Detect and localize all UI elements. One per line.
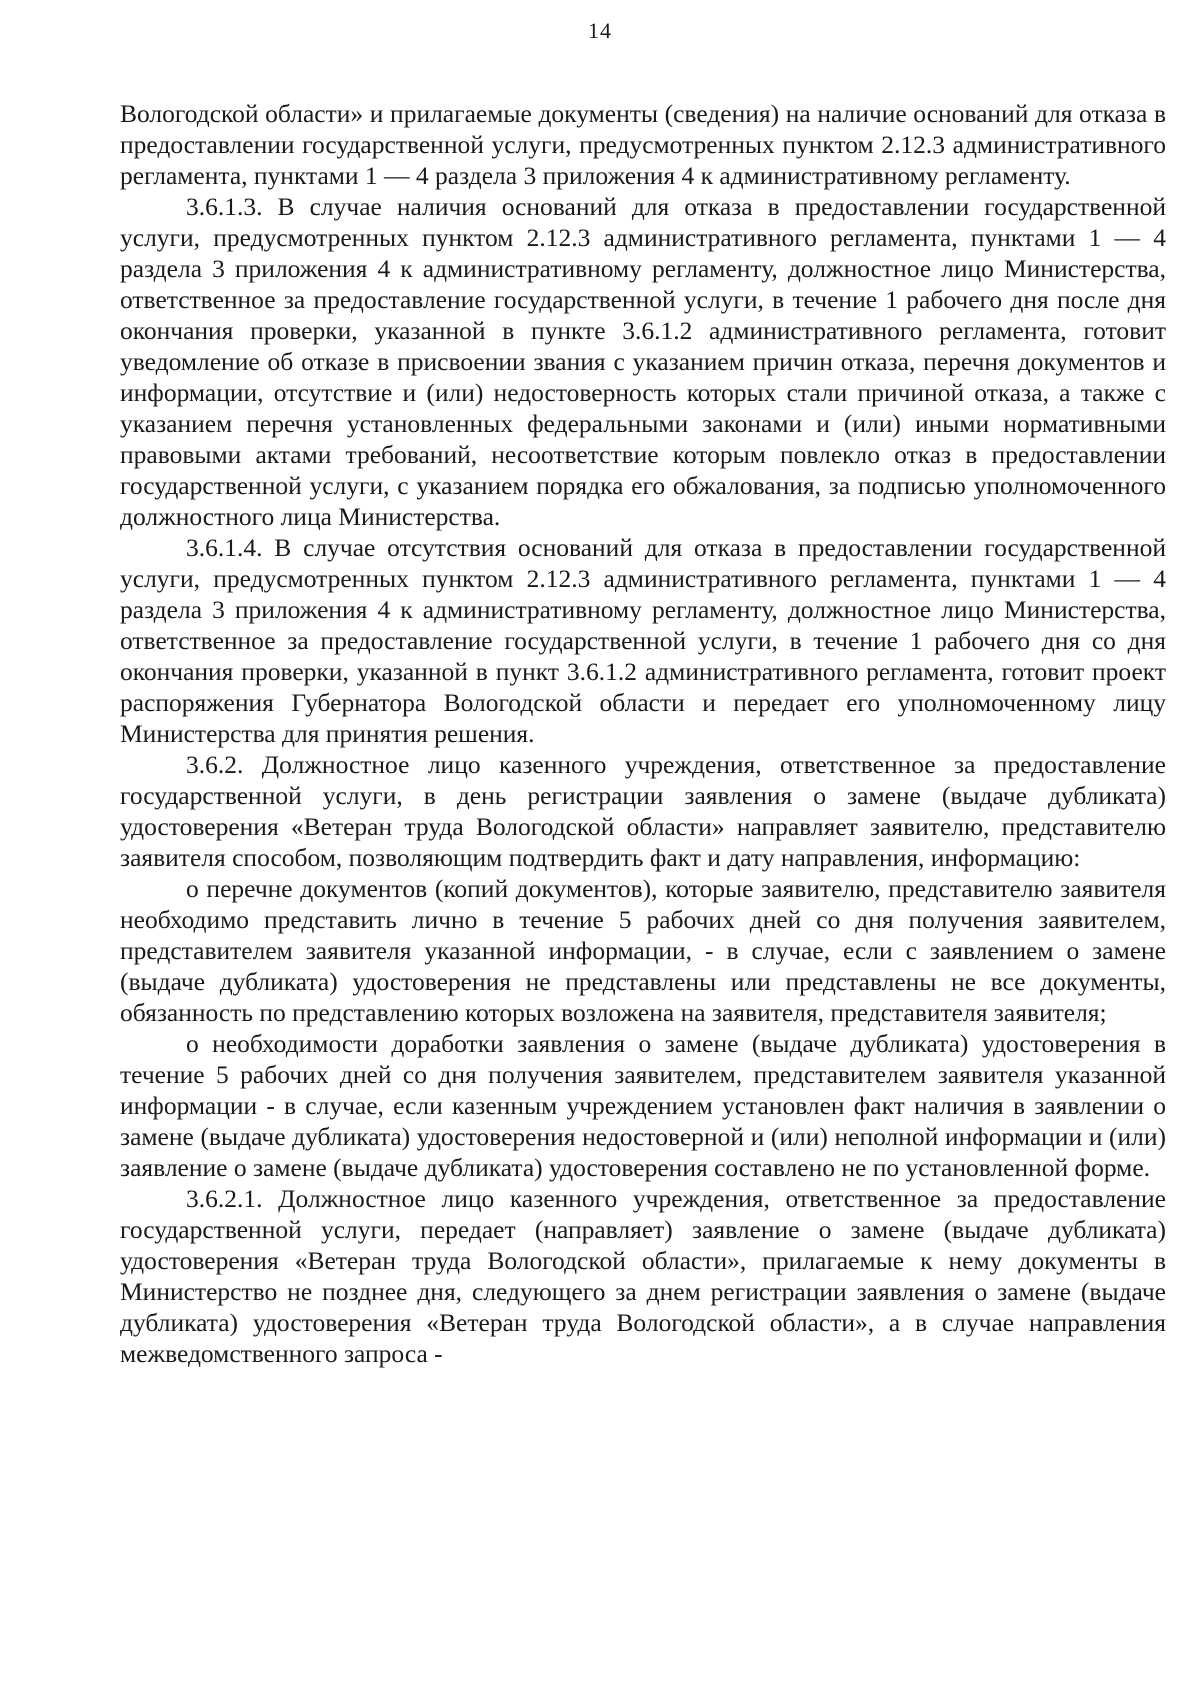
paragraph-revision-info: о необходимости доработки заявления о замене (выдаче дубликата) удостоверения в течение 5 рабочих дней со дня получения заявителем, представителем заявителя указанной информации - в случае, если казенным учреждением установлен факт наличия в заявлении о замене (выдаче дубликата) удостоверения недостоверной и (или) неполной информации и (или) заявление о замене (выдаче дубликата) удостоверения составлено не по установленной форме.: [120, 1029, 1166, 1182]
paragraph-3-6-2-1: 3.6.2.1. Должностное лицо казенного учреждения, ответственное за предоставление государственной услуги, передает (направляет) заявление о замене (выдаче дубликата) удостоверения «Ветеран труда Вологодской области», прилагаемые к нему документы в Министерство не позднее дня, следующего за днем регистрации заявления о замене (выдаче дубликата) удостоверения «Ветеран труда Вологодской области», а в случае направления межведомственного запроса -: [120, 1184, 1166, 1368]
page-number: 14: [588, 18, 612, 43]
paragraph-continuation: Вологодской области» и прилагаемые документы (сведения) на наличие оснований для отказа в предоставлении государственной услуги, предусмотренных пунктом 2.12.3 административного регламента, пунктами 1 — 4 раздела 3 приложения 4 к административному регламенту.: [120, 99, 1166, 190]
paragraph-3-6-1-3: 3.6.1.3. В случае наличия оснований для отказа в предоставлении государственной услуги, предусмотренных пунктом 2.12.3 административного регламента, пунктами 1 — 4 раздела 3 приложения 4 к административному регламенту, должностное лицо Министерства, ответственное за предоставление государственной услуги, в течение 1 рабочего дня после дня окончания проверки, указанной в пункте 3.6.1.2 административного регламента, готовит уведомление об отказе в присвоении звания с указанием причин отказа, перечня документов и информации, отсутствие и (или) недостоверность которых стали причиной отказа, а также с указанием перечня установленных федеральными законами и (или) иными нормативными правовыми актами требований, несоответствие которым повлекло отказ в предоставлении государственной услуги, с указанием порядка его обжалования, за подписью уполномоченного должностного лица Министерства.: [120, 192, 1166, 531]
paragraph-3-6-1-4: 3.6.1.4. В случае отсутствия оснований для отказа в предоставлении государственной услуги, предусмотренных пунктом 2.12.3 административного регламента, пунктами 1 — 4 раздела 3 приложения 4 к административному регламенту, должностное лицо Министерства, ответственное за предоставление государственной услуги, в течение 1 рабочего дня со дня окончания проверки, указанной в пункт 3.6.1.2 административного регламента, готовит проект распоряжения Губернатора Вологодской области и передает его уполномоченному лицу Министерства для принятия решения.: [120, 533, 1166, 748]
paragraph-3-6-2: 3.6.2. Должностное лицо казенного учреждения, ответственное за предоставление государственной услуги, в день регистрации заявления о замене (выдаче дубликата) удостоверения «Ветеран труда Вологодской области» направляет заявителю, представителю заявителя способом, позволяющим подтвердить факт и дату направления, информацию:: [120, 750, 1166, 872]
paragraph-documents-list-info: о перечне документов (копий документов), которые заявителю, представителю заявителя необходимо представить лично в течение 5 рабочих дней со дня получения заявителем, представителем заявителя указанной информации, - в случае, если с заявлением о замене (выдаче дубликата) удостоверения не представлены или представлены не все документы, обязанность по представлению которых возложена на заявителя, представителя заявителя;: [120, 874, 1166, 1027]
document-body: [120, 98, 1166, 1369]
